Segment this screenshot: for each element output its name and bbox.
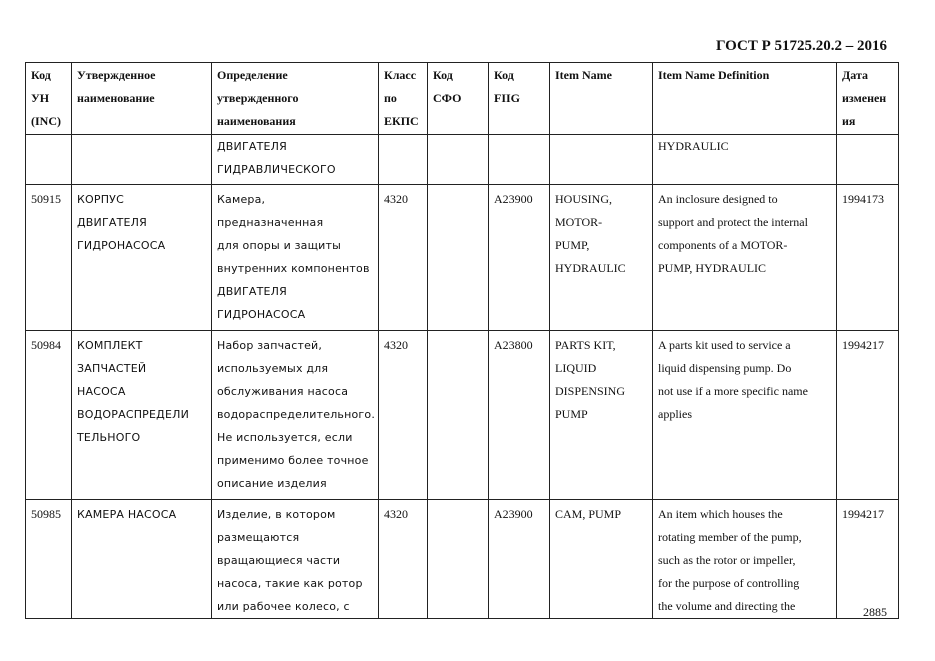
cell-fiig: A23900 bbox=[489, 500, 550, 619]
cell-item-name: HOUSING, MOTOR- PUMP, HYDRAULIC bbox=[550, 185, 653, 331]
table-header-row bbox=[26, 63, 899, 135]
page-number: 2885 bbox=[863, 605, 887, 619]
cell-name-ru bbox=[72, 135, 212, 185]
cell-item-definition: A parts kit used to service a liquid dispensing pump. Do not use if a more specific name applies bbox=[653, 331, 837, 500]
cell-item-definition: An inclosure designed to support and protect the internal components of a MOTOR- PUMP, HYDRAULIC bbox=[653, 185, 837, 331]
cell-definition-ru: Изделие, в котором размещаются вращающиеся части насоса, такие как ротор или рабочее колесо, с bbox=[212, 500, 379, 619]
cell-item-name: PARTS KIT, LIQUID DISPENSING PUMP bbox=[550, 331, 653, 500]
cell-name-ru: КАМЕРА НАСОСА bbox=[72, 500, 212, 619]
cell-name-ru: КОМПЛЕКТ ЗАПЧАСТЕЙ НАСОСА ВОДОРАСПРЕДЕЛИ ТЕЛЬНОГО bbox=[72, 331, 212, 500]
cell-definition-ru: Камера, предназначенная для опоры и защиты внутренних компонентов ДВИГАТЕЛЯ ГИДРОНАСОСА bbox=[212, 185, 379, 331]
cell-item-name: CAM, PUMP bbox=[550, 500, 653, 619]
cell-sfo bbox=[428, 135, 489, 185]
cell-inc: 50915 bbox=[26, 185, 72, 331]
cell-class: 4320 bbox=[379, 331, 428, 500]
column-header-approved-name: Утвержденное наименование bbox=[72, 63, 212, 135]
cell-inc bbox=[26, 135, 72, 185]
cell-definition-ru: Набор запчастей, используемых для обслуживания насоса водораспределительного. Не используется, если применимо более точное описание изделия bbox=[212, 331, 379, 500]
cell-name-ru: КОРПУС ДВИГАТЕЛЯ ГИДРОНАСОСА bbox=[72, 185, 212, 331]
cell-fiig: A23900 bbox=[489, 185, 550, 331]
column-header-item-name-definition: Item Name Definition bbox=[653, 63, 837, 135]
cell-sfo bbox=[428, 500, 489, 619]
cell-item-name bbox=[550, 135, 653, 185]
cell-inc: 50985 bbox=[26, 500, 72, 619]
column-header-change-date: Дата изменен ия bbox=[837, 63, 899, 135]
cell-date: 1994173 bbox=[837, 185, 899, 331]
cell-inc: 50984 bbox=[26, 331, 72, 500]
table-row bbox=[26, 185, 899, 331]
cell-fiig: A23800 bbox=[489, 331, 550, 500]
column-header-inc: Код УН (INC) bbox=[26, 63, 72, 135]
cell-definition-ru: ДВИГАТЕЛЯ ГИДРАВЛИЧЕСКОГО bbox=[212, 135, 379, 185]
cell-date bbox=[837, 135, 899, 185]
cell-sfo bbox=[428, 185, 489, 331]
cell-date: 1994217 bbox=[837, 331, 899, 500]
column-header-item-name: Item Name bbox=[550, 63, 653, 135]
table-row bbox=[26, 135, 899, 185]
cell-fiig bbox=[489, 135, 550, 185]
cell-class: 4320 bbox=[379, 500, 428, 619]
cell-item-definition: HYDRAULIC bbox=[653, 135, 837, 185]
document-standard-title: ГОСТ Р 51725.20.2 – 2016 bbox=[715, 38, 887, 54]
table-row bbox=[26, 331, 899, 500]
cell-item-definition: An item which houses the rotating member of the pump, such as the rotor or impeller, for the purpose of controlling the volume and directing the bbox=[653, 500, 837, 619]
column-header-class: Класс по ЕКПС bbox=[379, 63, 428, 135]
cell-date: 1994217 bbox=[837, 500, 899, 619]
nomenclature-table bbox=[25, 62, 899, 619]
column-header-sfo: Код СФО bbox=[428, 63, 489, 135]
table-row bbox=[26, 500, 899, 619]
cell-class bbox=[379, 135, 428, 185]
cell-sfo bbox=[428, 331, 489, 500]
column-header-definition-ru: Определение утвержденного наименования bbox=[212, 63, 379, 135]
cell-class: 4320 bbox=[379, 185, 428, 331]
column-header-fiig: Код FIIG bbox=[489, 63, 550, 135]
